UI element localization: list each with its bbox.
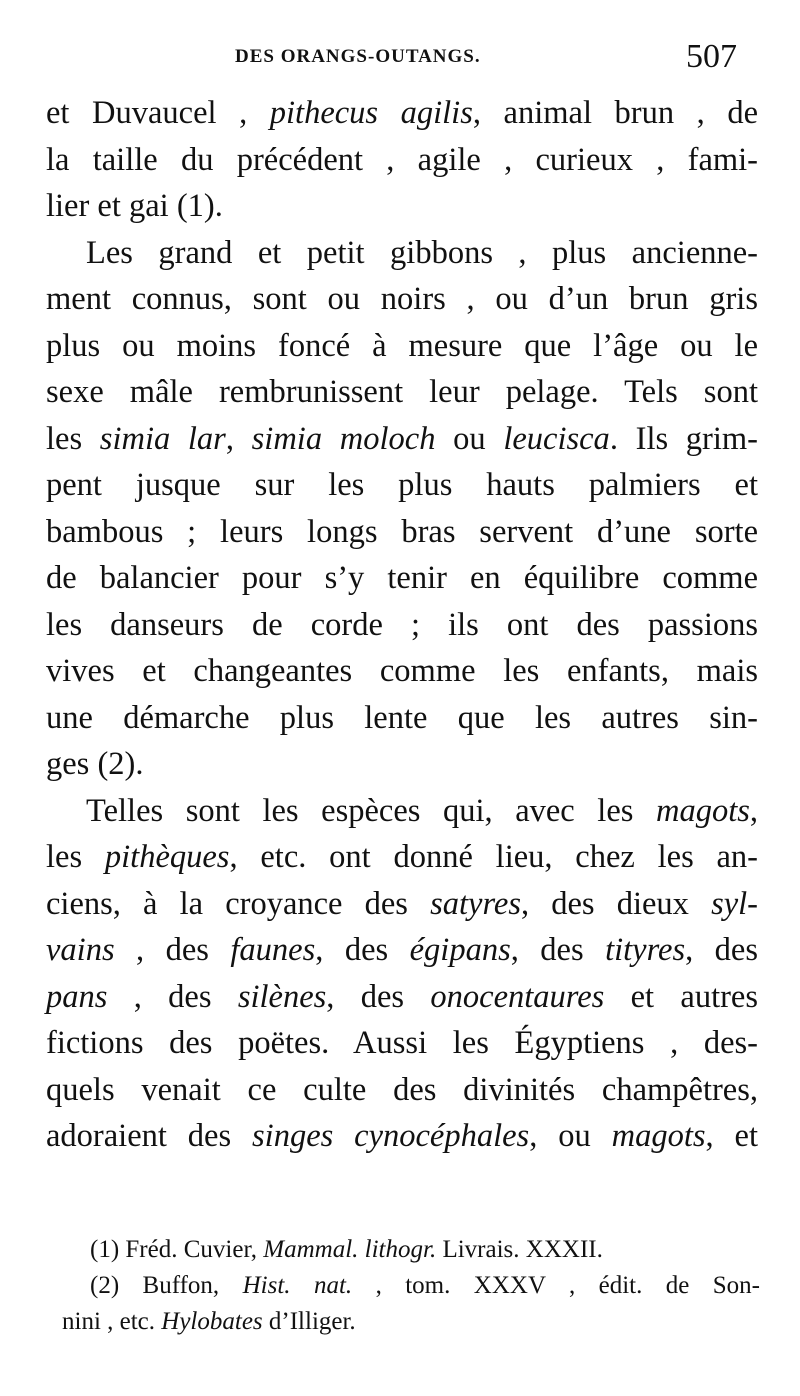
- italic-text: pithecus agilis: [269, 95, 473, 131]
- page-header: [235, 38, 755, 88]
- text-line: [46, 230, 758, 277]
- text-run: , des dieux: [520, 885, 712, 922]
- text-line: [46, 602, 758, 649]
- text-run: les danseurs de corde ; ils ont des passions: [46, 606, 758, 643]
- text-line: [46, 137, 758, 184]
- text-run: nini , etc.: [62, 1308, 162, 1335]
- text-run: d’Illiger.: [262, 1308, 356, 1335]
- text-line: [46, 741, 758, 788]
- text-line: [46, 90, 758, 137]
- text-line: [46, 648, 758, 695]
- text-line: [46, 462, 758, 509]
- text-run: , etc. ont donné lieu, chez les an-: [229, 839, 758, 875]
- text-run: Telles sont les espèces qui, avec les: [86, 792, 656, 829]
- italic-text: Hist. nat.: [242, 1272, 353, 1299]
- italic-text: onocentaures: [430, 978, 605, 1015]
- italic-text: Mammal. lithogr.: [263, 1236, 437, 1263]
- text-line: [46, 1020, 758, 1067]
- text-run: lier et gai (1).: [46, 188, 223, 224]
- text-run: , des: [326, 978, 431, 1015]
- running-title: DES ORANGS-OUTANGS.: [235, 46, 481, 67]
- text-run: les: [46, 839, 105, 875]
- text-run: ment connus, sont ou noirs , ou d’un brun gris: [46, 281, 758, 317]
- text-run: . Ils grim-: [609, 420, 759, 457]
- italic-text: singes cynocéphales: [252, 1118, 530, 1154]
- text-run: ,: [225, 420, 252, 457]
- text-line: [46, 927, 758, 974]
- text-line: [46, 323, 758, 370]
- text-line: [46, 1113, 758, 1160]
- text-line: [46, 695, 758, 742]
- text-line: [46, 881, 758, 928]
- text-run: les: [46, 420, 100, 457]
- text-line: [46, 183, 758, 230]
- text-run: (1) Fréd. Cuvier,: [90, 1236, 264, 1263]
- text-run: une démarche plus lente que les autres sin-: [46, 699, 758, 736]
- text-run: , animal brun , de: [472, 95, 759, 131]
- italic-text: syl-: [711, 885, 758, 922]
- text-run: la taille du précédent , agile , curieux , fami-: [46, 141, 758, 178]
- text-run: , et: [705, 1118, 758, 1154]
- text-run: ,: [749, 792, 758, 829]
- body-text: [46, 90, 758, 1160]
- text-run: Livrais. XXXII.: [436, 1236, 603, 1263]
- footnotes: [62, 1232, 761, 1340]
- italic-text: magots: [655, 792, 750, 829]
- text-run: , ou: [529, 1118, 612, 1154]
- italic-text: leucisca: [503, 420, 610, 457]
- text-run: sexe mâle rembrunissent leur pelage. Tels sont: [46, 374, 758, 410]
- text-run: vives et changeantes comme les enfants, mais: [46, 653, 758, 689]
- text-line: [46, 788, 758, 835]
- text-line: [46, 416, 758, 463]
- text-run: quels venait ce culte des divinités champêtres,: [46, 1071, 758, 1108]
- text-run: fictions des poëtes. Aussi les Égyptiens , des-: [46, 1025, 758, 1061]
- italic-text: égipans: [409, 932, 511, 968]
- text-run: adoraient des: [46, 1118, 253, 1154]
- text-run: , tom. XXXV , édit. de Son-: [352, 1272, 761, 1299]
- text-line: [46, 1067, 758, 1114]
- text-run: (2) Buffon,: [90, 1272, 243, 1299]
- text-line: [46, 509, 758, 556]
- italic-text: pithèques: [104, 839, 230, 875]
- text-run: , des: [107, 978, 238, 1015]
- italic-text: simia lar: [99, 420, 226, 457]
- text-line: [46, 276, 758, 323]
- footnote-line: [90, 1268, 760, 1304]
- text-run: , des: [315, 932, 410, 968]
- text-line: [46, 834, 758, 881]
- text-run: , des: [685, 932, 758, 968]
- italic-text: magots: [611, 1118, 706, 1154]
- text-run: Les grand et petit gibbons , plus ancienne-: [86, 234, 758, 271]
- text-run: ciens, à la croyance des: [46, 885, 431, 922]
- text-run: de balancier pour s’y tenir en équilibre comme: [46, 560, 758, 596]
- footnote-line: [90, 1232, 760, 1268]
- footnote-line: [62, 1304, 760, 1340]
- text-run: plus ou moins foncé à mesure que l’âge ou le: [46, 327, 758, 364]
- page-number: 507: [686, 38, 737, 75]
- text-run: pent jusque sur les plus hauts palmiers et: [46, 467, 758, 503]
- italic-text: pans: [46, 978, 108, 1015]
- text-run: , des: [510, 932, 606, 968]
- text-run: , des: [114, 932, 231, 968]
- text-line: [46, 555, 758, 602]
- text-line: [46, 974, 758, 1021]
- italic-text: vains: [46, 932, 115, 968]
- italic-text: silènes: [237, 978, 327, 1015]
- text-line: [46, 369, 758, 416]
- text-run: bambous ; leurs longs bras servent d’une sorte: [46, 513, 758, 550]
- italic-text: satyres: [430, 885, 521, 922]
- text-run: et Duvaucel ,: [46, 95, 270, 131]
- italic-text: faunes: [230, 932, 316, 968]
- text-run: et autres: [604, 978, 758, 1015]
- italic-text: simia moloch: [251, 420, 436, 457]
- text-run: ou: [435, 420, 504, 457]
- italic-text: Hylobates: [161, 1308, 263, 1335]
- italic-text: tityres: [605, 932, 686, 968]
- text-run: ges (2).: [46, 746, 144, 782]
